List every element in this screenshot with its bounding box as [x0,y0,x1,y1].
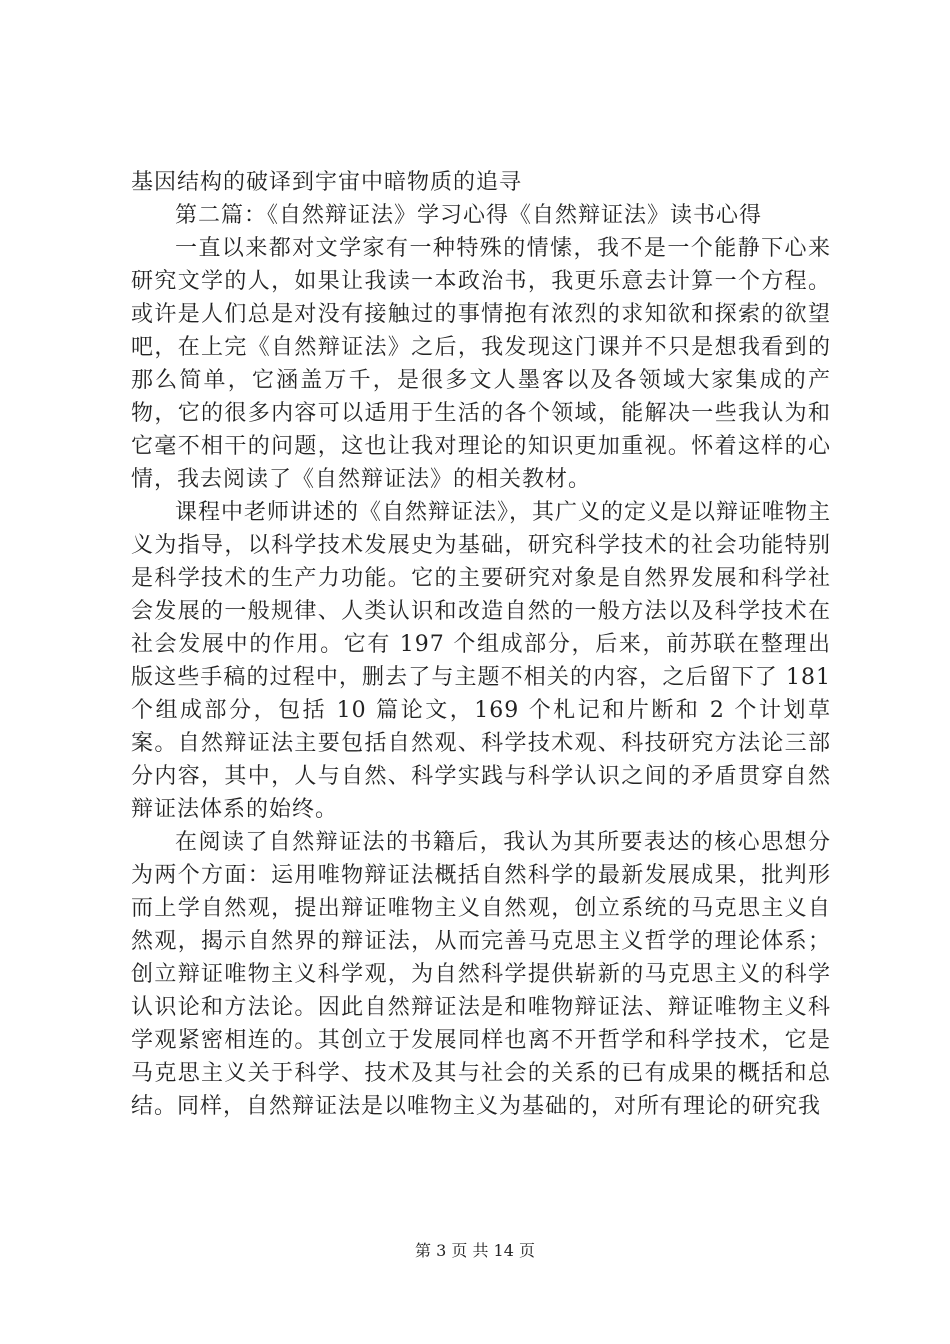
document-body [131,166,831,1123]
page-number-footer: 第 3 页 共 14 页 [415,1241,535,1260]
paragraph-intro: 一直以来都对文学家有一种特殊的情愫，我不是一个能静下心来研究文学的人，如果让我读一本政治书，我更乐意去计算一个方程。或许是人们总是对没有接触过的事情抱有浓烈的求知欲和探索的欲望吧，在上完《自然辩证法》之后，我发现这门课并不只是想我看到的那么简单，它涵盖万千，是很多文人墨客以及各领域大家集成的产物，它的很多内容可以适用于生活的各个领域，能解决一些我认为和它毫不相干的问题，这也让我对理论的知识更加重视。怀着这样的心情，我去阅读了《自然辩证法》的相关教材。 [131,236,831,492]
section-heading: 第二篇：《自然辩证法》学习心得《自然辩证法》读书心得 [175,203,763,228]
paragraph-definition: 课程中老师讲述的《自然辩证法》，其广义的定义是以辩证唯物主义为指导，以科学技术发展史为基础，研究科学技术的社会功能特别是科学技术的生产力功能。它的主要研究对象是自然界发展和科学社会发展的一般规律、人类认识和改造自然的一般方法以及科学技术在社会发展中的作用。它有 197 个组成部分，后来，前苏联在整理出版这些手稿的过程中，删去了与主题不相关的内容，之后留下了 181 个组成部分，包括 10 篇论文，169 个札记和片断和 2 个计划草案。自然辩证法主要包括自然观、科学技术观、科技研究方法论三部分内容，其中，人与自然、科学实践与科学认识之间的矛盾贯穿自然辩证法体系的始终。 [131,500,832,822]
paragraph-core-ideas: 在阅读了自然辩证法的书籍后，我认为其所要表达的核心思想分为两个方面：运用唯物辩证法概括自然科学的最新发展成果，批判形而上学自然观，提出辩证唯物主义自然观，创立系统的马克思主义自然观，揭示自然界的辩证法，从而完善马克思主义哲学的理论体系；创立辩证唯物主义科学观，为自然科学提供崭新的马克思主义的科学认识论和方法论。因此自然辩证法是和唯物辩证法、辩证唯物主义科学观紧密相连的。其创立于发展同样也离不开哲学和科学技术，它是马克思主义关于科学、技术及其与社会的关系的已有成果的概括和总结。同样，自然辩证法是以唯物主义为基础的，对所有理论的研究我 [131,830,831,1119]
lead-line: 基因结构的破译到宇宙中暗物质的追寻 [131,170,523,195]
